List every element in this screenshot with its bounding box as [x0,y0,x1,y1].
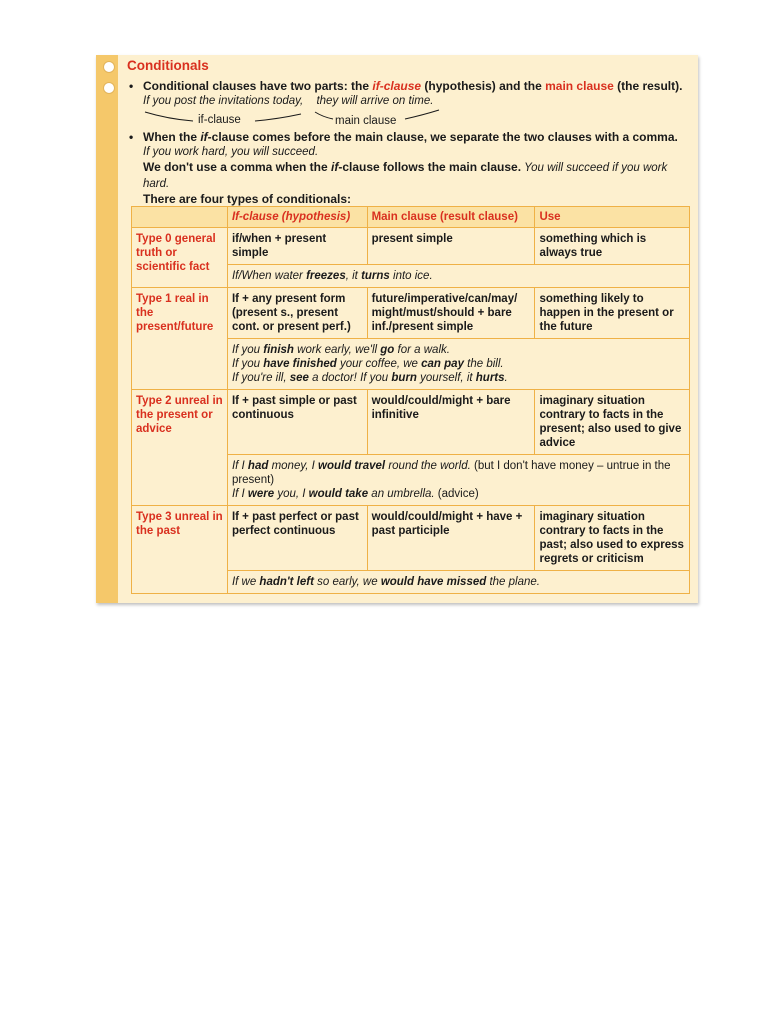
bullet1-result: (the result). [613,79,683,93]
header-if-text: If-clause (hypothesis) [231,211,351,223]
ex-bold: hurts [475,372,505,384]
bullet-icon: • [129,79,134,93]
type-3-cell: Type 3 unreal in the past [132,506,228,594]
ex-bold: have finished [263,358,337,370]
ex-text: If I [231,460,248,472]
ex-bold: burn [391,372,417,384]
table-row [132,390,690,455]
ex-text: yourself, it [416,372,476,384]
bullet-parts [127,79,693,127]
ex-bold: turns [361,270,390,282]
main-cell: would/could/might + bare infinitive [367,390,535,455]
if-cell: If + past simple or past continuous [227,390,367,455]
ex-text: If we [231,576,260,588]
if-cell: If + any present form (present s., present cont. or present perf.) [227,288,367,339]
ex-bold: would have missed [380,576,487,588]
header-main-clause: Main clause (result clause) [367,207,535,228]
table-header-row [132,207,690,228]
conditionals-table [131,206,690,594]
table-row [132,228,690,265]
example-parts [143,94,693,109]
ex-text: If you're ill, [231,372,290,384]
ex-text: If/When water [231,270,307,282]
main-clause-label: main clause [335,115,397,127]
ex-text: your coffee, we [336,358,422,370]
bullet1-hyp: (hypothesis) and the [421,79,546,93]
no-comma-rule-term: if [331,160,339,174]
ex-text: the bill. [463,358,504,370]
ex-bold: would travel [318,460,386,472]
type-2-cell: Type 2 unreal in the present or advice [132,390,228,506]
example-main-part: they will arrive on time. [316,95,434,107]
types-intro: There are four types of conditionals: [143,192,352,206]
no-comma-rule-b: -clause follows the main clause. [338,160,522,174]
example-if-part: If you post the invitations today, [143,95,304,107]
if-clause-label: if-clause [198,114,241,126]
use-cell: imaginary situation contrary to facts in the past; also used to express regrets or criticism [535,506,690,571]
type-0-cell: Type 0 general truth or scientific fact [132,228,228,288]
card-content [127,58,693,207]
ex-note: (advice) [434,488,479,500]
header-if-clause [227,207,367,228]
example-cell [227,265,689,288]
no-comma-rule-a: We don't use a comma when the [143,160,331,174]
bullet-icon: • [129,130,134,144]
ex-text: a doctor! If you [308,372,392,384]
binder-hole-icon [103,82,115,94]
ex-bold: freezes [306,270,346,282]
binder-strip [96,55,118,603]
no-comma-example: You will succeed if you work hard. [143,162,668,190]
bullet-comma [127,130,693,207]
ex-bold: had [247,460,269,472]
section-title: Conditionals [127,58,209,73]
ex-text: If I [231,488,248,500]
bullet1-intro: Conditional clauses have two parts: the [143,79,373,93]
ex-bold: were [247,488,275,500]
use-cell: something likely to happen in the present or the future [535,288,690,339]
comma-rule-b: -clause comes before the main clause, we separate the two clauses with a comma. [207,130,678,144]
ex-bold: finish [263,344,294,356]
ex-text: If you [231,358,264,370]
table-row [132,506,690,571]
ex-text: into ice. [389,270,433,282]
if-cell: If + past perfect or past perfect continuous [227,506,367,571]
main-cell: would/could/might + have + past participle [367,506,535,571]
example-line [232,357,685,371]
ex-text: an umbrella. [368,488,435,500]
ex-text: for a walk. [394,344,450,356]
ex-text: work early, we'll [293,344,381,356]
ex-text: money, I [268,460,319,472]
binder-hole-icon [103,61,115,73]
ex-text: , it [345,270,362,282]
ex-bold: would take [308,488,369,500]
header-use: Use [535,207,690,228]
ex-text: you, I [274,488,309,500]
example-line [232,343,685,357]
main-cell: future/imperative/can/may/ might/must/should + bare inf./present simple [367,288,535,339]
example-cell [227,455,689,506]
comma-example: If you work hard, you will succeed. [143,146,319,158]
header-empty [132,207,228,228]
example-cell [227,571,689,594]
ex-text: so early, we [313,576,381,588]
table-row [132,288,690,339]
ex-text: round the world. [385,460,471,472]
example-line [232,371,685,385]
example-line [232,487,685,501]
clause-labels [143,109,693,127]
if-clause-term: if-clause [372,79,422,93]
comma-rule-a: When the [143,130,201,144]
use-cell: something which is always true [535,228,690,265]
ex-text: the plane. [486,576,540,588]
use-cell: imaginary situation contrary to facts in the present; also used to give advice [535,390,690,455]
ex-note: (but I don't have money – untrue in the present) [231,460,671,486]
if-cell: if/when + present simple [227,228,367,265]
ex-bold: can pay [421,358,464,370]
clause-brace-lines [143,109,463,127]
ex-bold: go [380,344,395,356]
ex-text: If you [231,344,264,356]
ex-bold: hadn't left [259,576,314,588]
example-cell [227,339,689,390]
ex-bold: see [289,372,309,384]
type-1-cell: Type 1 real in the present/future [132,288,228,390]
example-line [232,459,685,487]
main-cell: present simple [367,228,535,265]
main-clause-term: main clause [545,79,614,93]
comma-rule-term: if [200,130,208,144]
ex-text: . [504,372,508,384]
